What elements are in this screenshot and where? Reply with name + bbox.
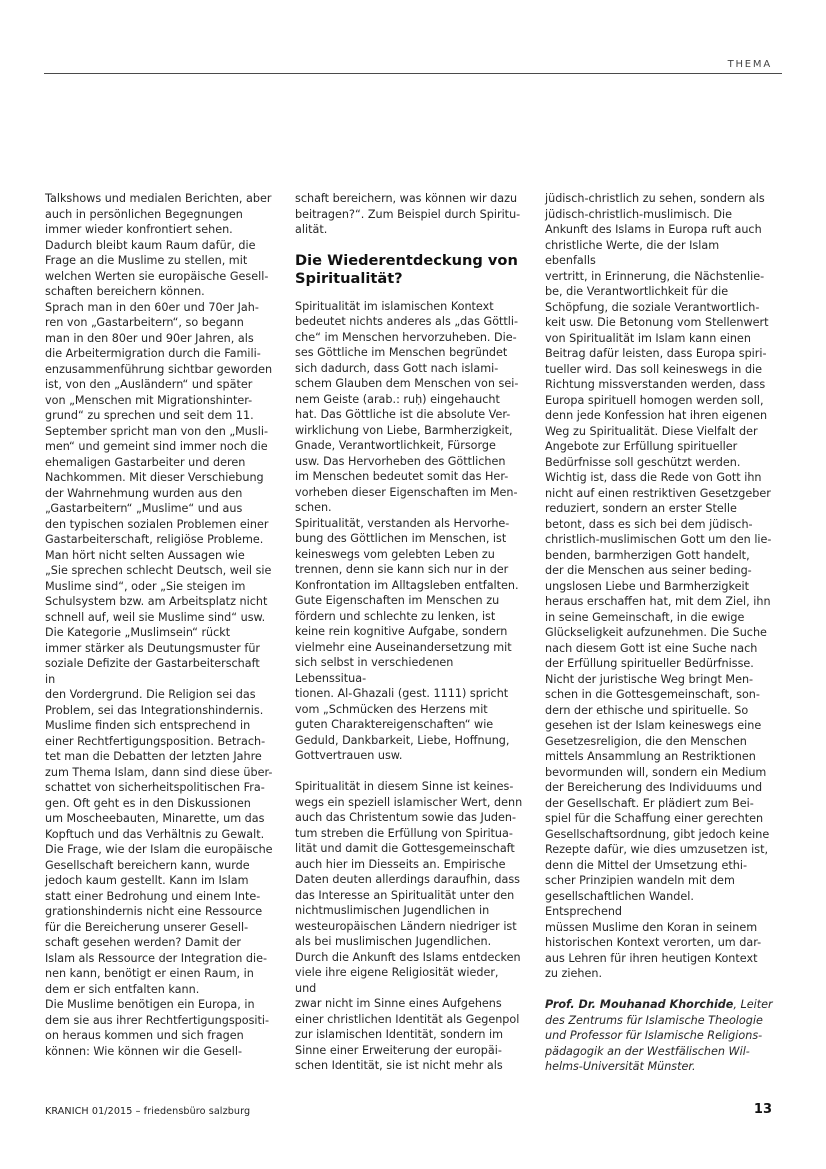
column-1-text: Talkshows und medialen Berichten, aber auch in persönlichen Begegnungen immer wieder konfrontiert sehen. Dadurch bleibt kaum Raum dafür, die Frage an die Muslime zu stellen, mit welchen Werten sie europäische Gesell- schaften bereichern können. Sprach man in den 60er und 70er Jah- ren von „Gastarbeitern“, so begann man in den 80er und 90er Jahren, als die Arbeitermigration durch die Famili- enzusammenführung sichtbar geworden ist, von den „Ausländern“ und später von „Menschen mit Migrationshinter- grund“ zu sprechen und seit dem 11. September spricht man von den „Musli- men“ und gemeint sind immer noch die ehemaligen Gastarbeiter und deren Nachkommen. Mit dieser Verschiebung der Wahrnehmung wurden aus den „Gastarbeitern“ „Muslime“ und aus den typischen sozialen Problemen einer Gastarbeiterschaft, religiöse Probleme. Man hört nicht selten Aussagen wie „Sie sprechen schlecht Deutsch, weil sie Muslime sind“, oder „Sie steigen im Schulsystem bzw. am Arbeitsplatz nicht schnell auf, weil sie Muslime sind“ usw. Die Kategorie „Muslimsein“ rückt immer stärker als Deutungsmuster für soziale Defizite der Gastarbeiterschaft in den Vordergrund. Die Religion sei das Problem, sei das Integrationshindernis. Muslime finden sich entsprechend in einer Rechtfertigungsposition. Betrach- tet man die Debatten der letzten Jahre zum Thema Islam, dann sind diese über- schattet von sicherheitspolitischen Fra- gen. Oft geht es in den Diskussionen um Moscheebauten, Minarette, um das Kopftuch und das Verhältnis zu Gewalt. Die Frage, wie der Islam die europäische Gesellschaft bereichern kann, wurde jedoch kaum gestellt. Kann im Islam statt einer Bedrohung und einem Inte- grationshindernis nicht eine Ressource für die Bereicherung unserer Gesell- schaft gesehen werden? Damit der Islam als Ressource der Integration die- nen kann, benötigt er einen Raum, in dem er sich entfalten kann. Die Muslime benötigen ein Europa, in dem sie aus ihrer Rechtfertigungspositi- on heraus kommen und sich fragen können: Wie können wir die Gesell- bbox=[45, 192, 273, 1058]
column-2-intro: schaft bereichern, was können wir dazu beitragen?“. Zum Beispiel durch Spiritu- alität. bbox=[295, 192, 521, 236]
author-name: Prof. Dr. Mouhanad Khorchide bbox=[545, 998, 734, 1011]
paragraph-gap bbox=[545, 982, 773, 998]
column-2 bbox=[295, 191, 523, 1074]
footer-publication: KRANICH 01/2015 – friedensbüro salzburg bbox=[45, 1106, 251, 1117]
section-label: THEMA bbox=[727, 59, 772, 70]
column-2-paragraph-2: Spiritualität in diesem Sinne ist keines- wegs ein speziell islamischer Wert, denn auch das Christentum sowie das Juden- tum streben die Erfüllung von Spiritua- lität und damit die Gottesgemeinschaft auch hier im Diesseits an. Empirische Daten deuten allerdings daraufhin, dass das Interesse an Spiritualität unter den nichtmuslimischen Jugendlichen in westeuropäischen Ländern niedriger ist als bei muslimischen Jugendlichen. Durch die Ankunft des Islams entdecken viele ihre eigene Religiosität wieder, und zwar nicht im Sinne eines Aufgehens einer christlichen Identität als Gegenpol zur islamischen Identität, sondern im Sinne einer Erweiterung der europäi- schen Identität, sie ist nicht mehr als bbox=[295, 780, 523, 1072]
column-3-text: jüdisch-christlich zu sehen, sondern als jüdisch-christlich-muslimisch. Die Ankunft des Islams in Europa ruft auch christliche Werte, die der Islam ebenfalls vertritt, in Erinnerung, die Nächstenlie- be, die Verantwortlichkeit für die Schöpfung, die soziale Verantwortlich- keit usw. Die Betonung vom Stellenwert von Spiritualität im Islam kann einen Beitrag dafür leisten, dass Europa spiri- tueller wird. Das soll keineswegs in die Richtung missverstanden werden, dass Europa spirituell homogen werden soll, denn jede Konfession hat ihren eigenen Weg zu Spiritualität. Diese Vielfalt der Angebote zur Erfüllung spiritueller Bedürfnisse soll geschützt werden. Wichtig ist, dass die Rede von Gott ihn nicht auf einen restriktiven Gesetzgeber reduziert, sondern an erster Stelle betont, dass es sich bei dem jüdisch- christlich-muslimischen Gott um den lie- benden, barmherzigen Gott handelt, der die Menschen aus seiner beding- ungslosen Liebe und Barmherzigkeit heraus erschaffen hat, mit dem Ziel, ihn in seine Gemeinschaft, in die ewige Glückseligkeit aufzunehmen. Die Suche nach diesem Gott ist eine Suche nach der Erfüllung spiritueller Bedürfnisse. Nicht der juristische Weg bringt Men- schen in die Gottesgemeinschaft, son- dern der ethische und spirituelle. So gesehen ist der Islam keineswegs eine Gesetzesreligion, die den Menschen mittels Ansammlung an Restriktionen bevormunden will, sondern ein Medium der Bereicherung des Individuums und der Gesellschaft. Er plädiert zum Bei- spiel für die Schaffung einer gerechten Gesellschaftsordnung, gibt jedoch keine Rezepte dafür, wie dies umzusetzen ist, denn die Mittel der Umsetzung ethi- scher Prinzipien wandeln mit dem gesellschaftlichen Wandel. Entsprechend müssen Muslime den Koran in seinem historischen Kontext verorten, um dar- aus Lehren für ihren heutigen Kontext zu ziehen. bbox=[545, 192, 772, 980]
page-number: 13 bbox=[753, 1102, 772, 1117]
paragraph-gap bbox=[295, 764, 523, 780]
column-3 bbox=[545, 191, 773, 1075]
section-heading: Die Wiederentdeckung von Spiritualität? bbox=[295, 251, 518, 287]
author-note bbox=[545, 997, 773, 1075]
author-bio: , Leiter des Zentrums für Islamische Theologie und Professor für Islamische Religions- pädagogik an der Westfälischen Wil- helms-Universität Münster. bbox=[545, 998, 773, 1073]
column-2-paragraph-1: Spiritualität im islamischen Kontext bedeutet nichts anderes als „das Göttli- che“ im Menschen hervorzuheben. Die- ses Göttliche im Menschen begründet sich dadurch, dass Gott nach islami- schem Glauben dem Menschen von sei- nem Geiste (arab.: ruḥ) eingehaucht hat. Das Göttliche ist die absolute Ver- wirklichung von Liebe, Barmherzigkeit, Gnade, Verantwortlichkeit, Fürsorge usw. Das Hervorheben des Göttlichen im Menschen bedeutet somit das Her- vorheben dieser Eigenschaften im Men- schen. Spiritualität, verstanden als Hervorhe- bung des Göttlichen im Menschen, ist keineswegs vom gelebten Leben zu trennen, denn sie kann sich nur in der Konfrontation im Alltagsleben entfalten. Gute Eigenschaften im Menschen zu fördern und schlechte zu lenken, ist keine rein kognitive Aufgabe, sondern vielmehr eine Auseinandersetzung mit sich selbst in verschiedenen Lebenssitua- tionen. Al-Ghazali (gest. 1111) spricht vom „Schmücken des Herzens mit guten Charaktereigenschaften“ wie Geduld, Dankbarkeit, Liebe, Hoffnung, Gottvertrauen usw. bbox=[295, 299, 519, 762]
header-rule bbox=[44, 73, 782, 74]
column-1 bbox=[45, 191, 273, 1059]
